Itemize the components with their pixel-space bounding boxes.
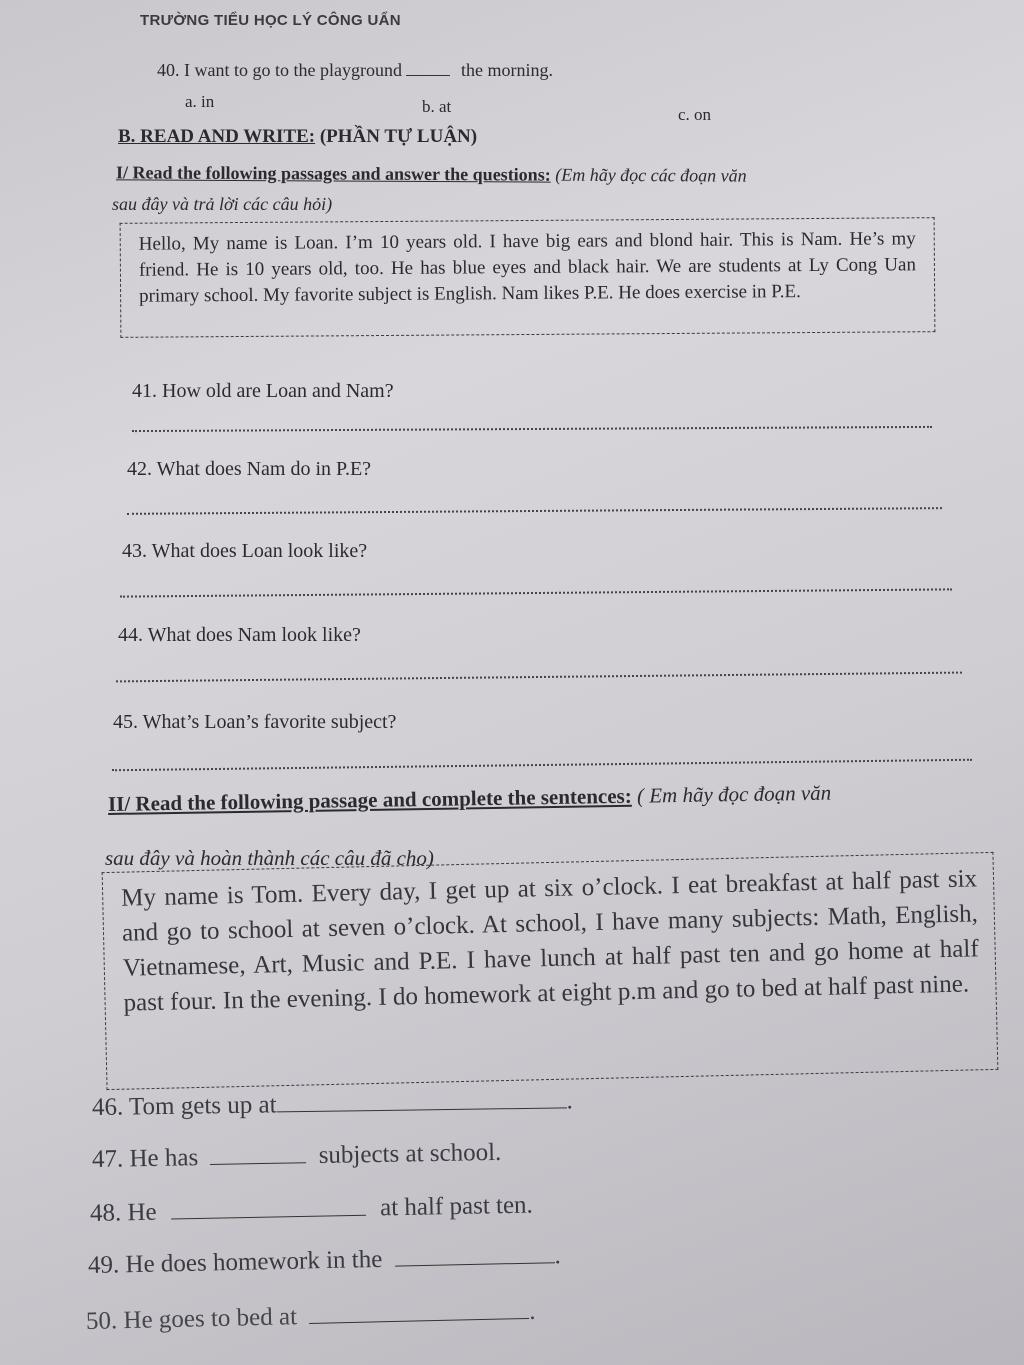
answer-line-45[interactable] <box>112 759 972 772</box>
item-48-blank[interactable] <box>171 1215 366 1220</box>
item-46-end: . <box>566 1087 573 1115</box>
part1-note: (Em hãy đọc các đoạn văn <box>550 164 747 186</box>
item-49 <box>88 1242 561 1280</box>
answer-line-43[interactable] <box>120 588 952 597</box>
item-47-end: subjects at school. <box>318 1138 502 1170</box>
part2-note-cont: sau đây và hoàn thành các câu đã cho) <box>105 846 434 870</box>
section-b-label: B. READ AND WRITE: <box>118 126 316 147</box>
question-43: 43. What does Loan look like? <box>122 540 368 562</box>
passage-2-text: My name is Tom. Every day, I get up at six o’clock. I eat breakfast at half past six and go to school at seven o’clock. At school, I have many subjects: Math, English, Vietnamese, Art, Music and P.E. I have lunch at half past ten and go home at half past four. In the evening. I do homework at eight p.m and go to bed at half past nine. <box>120 865 979 1017</box>
section-b-title <box>118 126 477 148</box>
item-49-blank[interactable] <box>395 1262 555 1266</box>
item-46 <box>92 1087 573 1122</box>
section-b-subtitle: (PHẦN TỰ LUẬN) <box>315 126 478 147</box>
item-47-stem: 47. He has <box>91 1144 199 1173</box>
item-50 <box>86 1298 536 1336</box>
q40-stem: 40. I want to go to the playground <box>157 60 402 80</box>
question-45: 45. What’s Loan’s favorite subject? <box>113 711 397 733</box>
item-46-stem: 46. Tom gets up at <box>91 1091 277 1121</box>
part1-instruction <box>116 162 747 186</box>
question-42: 42. What does Nam do in P.E? <box>127 458 372 480</box>
answer-line-41[interactable] <box>132 426 932 432</box>
part1-instruction-text: I/ Read the following passages and answer the questions: <box>115 162 551 185</box>
item-46-blank[interactable] <box>277 1107 567 1112</box>
q40-blank[interactable] <box>406 75 450 76</box>
passage-1-box <box>120 217 936 338</box>
question-41: 41. How old are Loan and Nam? <box>132 380 394 402</box>
passage-1-text: Hello, My name is Loan. I’m 10 years old. I have big ears and blond hair. This is Nam. He’s my friend. He is 10 years old, too. He has blue eyes and black hair. We are students at Ly Cong Uan primary school. My favorite subject is English. Nam likes P.E. He does exercise in P.E. <box>138 228 916 307</box>
part2-instruction-text: II/ Read the following passage and complete the sentences: <box>107 783 632 816</box>
item-49-end: . <box>554 1242 562 1270</box>
question-44: 44. What does Nam look like? <box>118 624 361 646</box>
item-50-stem: 50. He goes to bed at <box>85 1303 298 1335</box>
item-47 <box>92 1139 502 1174</box>
question-40 <box>157 60 553 81</box>
q40-end: the morning. <box>460 60 553 80</box>
item-49-stem: 49. He does homework in the <box>87 1245 383 1279</box>
q40-option-c[interactable]: c. on <box>678 105 712 124</box>
answer-line-44[interactable] <box>116 672 962 683</box>
q40-option-a[interactable]: a. in <box>185 92 215 111</box>
item-47-blank[interactable] <box>211 1162 307 1165</box>
school-header: TRƯỜNG TIỂU HỌC LÝ CÔNG UẨN <box>140 12 401 29</box>
part2-instruction <box>108 781 832 817</box>
item-50-end: . <box>528 1297 536 1325</box>
answer-line-42[interactable] <box>127 507 942 515</box>
q40-option-b[interactable]: b. at <box>422 97 452 116</box>
item-48 <box>90 1192 533 1228</box>
part2-note: ( Em hãy đọc đoạn văn <box>631 780 832 808</box>
item-50-blank[interactable] <box>309 1318 529 1324</box>
item-48-stem: 48. He <box>89 1198 157 1227</box>
passage-2-box <box>102 852 999 1090</box>
item-48-end: at half past ten. <box>379 1191 534 1222</box>
part1-note-cont: sau đây và trả lời các câu hỏi) <box>112 194 333 214</box>
